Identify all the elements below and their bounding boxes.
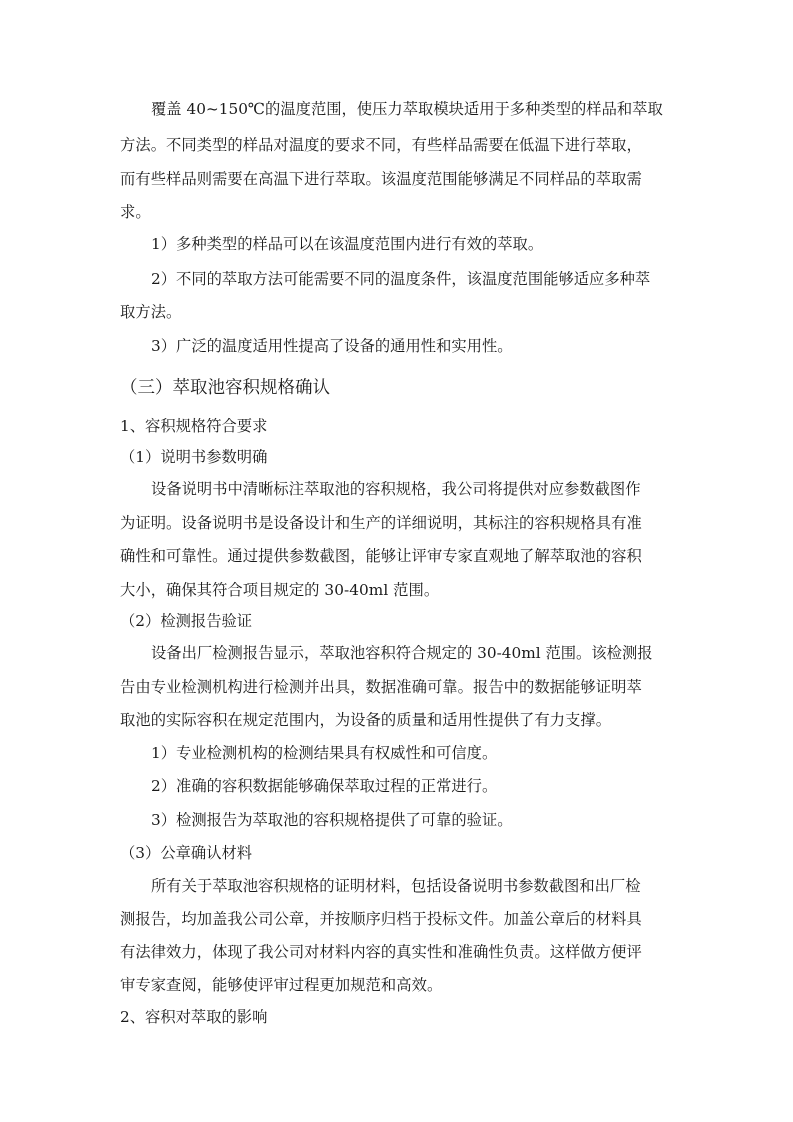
subsection-heading: 1、容积规格符合要求 <box>120 417 268 435</box>
section-heading: （三）萃取池容积规格确认 <box>120 378 330 398</box>
paragraph-line: 告由专业检测机构进行检测并出具，数据准确可靠。报告中的数据能够证明萃 <box>120 678 642 696</box>
paragraph-line: 确性和可靠性。通过提供参数截图，能够让评审专家直观地了解萃取池的容积 <box>120 547 642 565</box>
part-title: （3）公章确认材料 <box>120 844 253 862</box>
paragraph-line: 方法。不同类型的样品对温度的要求不同，有些样品需要在低温下进行萃取， <box>120 136 642 154</box>
paragraph-line: 覆盖 40~150℃的温度范围，使压力萃取模块适用于多种类型的样品和萃取 <box>151 100 663 118</box>
paragraph-line: 大小，确保其符合项目规定的 30-40ml 范围。 <box>120 581 440 599</box>
paragraph-line: 测报告，均加盖我公司公章，并按顺序归档于投标文件。加盖公章后的材料具 <box>120 910 642 928</box>
paragraph-line: 为证明。设备说明书是设备设计和生产的详细说明，其标注的容积规格具有准 <box>120 514 642 532</box>
list-item: 2）准确的容积数据能够确保萃取过程的正常进行。 <box>151 777 498 795</box>
paragraph-line: 设备出厂检测报告显示，萃取池容积符合规定的 30-40ml 范围。该检测报 <box>151 644 653 662</box>
list-item: 1）多种类型的样品可以在该温度范围内进行有效的萃取。 <box>151 235 544 253</box>
subsection-heading: 2、容积对萃取的影响 <box>120 1008 268 1026</box>
list-item-continuation: 取方法。 <box>120 303 182 321</box>
list-item: 2）不同的萃取方法可能需要不同的温度条件，该温度范围能够适应多种萃 <box>151 270 651 288</box>
paragraph-line: 而有些样品则需要在高温下进行萃取。该温度范围能够满足不同样品的萃取需 <box>120 170 642 188</box>
part-title: （1）说明书参数明确 <box>120 448 268 466</box>
paragraph-line: 所有关于萃取池容积规格的证明材料，包括设备说明书参数截图和出厂检 <box>151 877 641 895</box>
paragraph-line: 有法律效力，体现了我公司对材料内容的真实性和准确性负责。这样做方便评 <box>120 943 642 961</box>
list-item: 3）检测报告为萃取池的容积规格提供了可靠的验证。 <box>151 811 513 829</box>
paragraph-line: 审专家查阅，能够使评审过程更加规范和高效。 <box>120 976 443 994</box>
paragraph-line: 求。 <box>120 203 151 221</box>
list-item: 1）专业检测机构的检测结果具有权威性和可信度。 <box>151 744 498 762</box>
part-title: （2）检测报告验证 <box>120 612 253 630</box>
paragraph-line: 取池的实际容积在规定范围内，为设备的质量和适用性提供了有力支撑。 <box>120 711 612 729</box>
paragraph-line: 设备说明书中清晰标注萃取池的容积规格，我公司将提供对应参数截图作 <box>151 480 641 498</box>
list-item: 3）广泛的温度适用性提高了设备的通用性和实用性。 <box>151 337 513 355</box>
